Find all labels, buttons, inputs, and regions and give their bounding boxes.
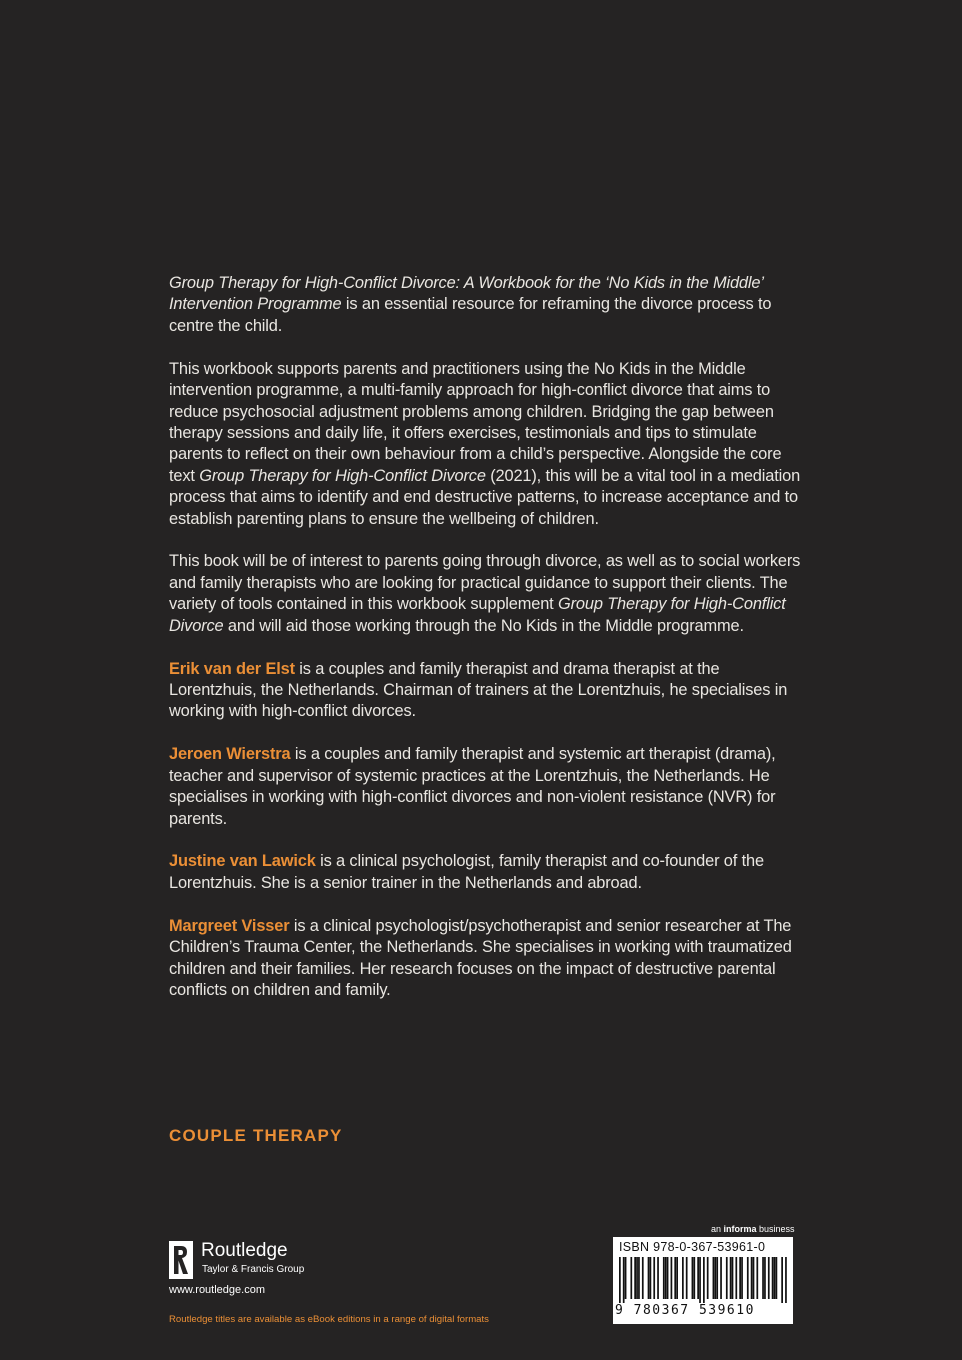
- barcode-bar: [730, 1257, 732, 1299]
- barcode-bar: [663, 1257, 665, 1299]
- barcode-bar: [772, 1257, 774, 1299]
- barcode-bar: [686, 1257, 688, 1299]
- author-bio: Margreet Visser is a clinical psychologist/psychotherapist and senior researcher at The Children’s Trauma Center, the Netherlands. She specialises in working with traumatized children and their families. Her research focuses on the impact of destructive parental conflicts on children and family.: [169, 916, 792, 999]
- barcode-bar: [634, 1257, 636, 1299]
- informa-business-label: an informa business: [711, 1224, 795, 1234]
- barcode-bar: [713, 1257, 715, 1299]
- publisher-group: Taylor & Francis Group: [202, 1264, 305, 1275]
- ebook-note: Routledge titles are available as eBook editions in a range of digital formats: [169, 1314, 489, 1325]
- barcode-bar: [774, 1257, 776, 1299]
- barcode-digits: 9 780367 539610: [615, 1303, 755, 1318]
- barcode-bar: [636, 1257, 638, 1299]
- author-name: Jeroen Wierstra: [169, 745, 291, 764]
- barcode-bar: [781, 1257, 783, 1303]
- barcode-bar: [785, 1257, 787, 1303]
- barcode-bar: [693, 1257, 695, 1299]
- description-paragraph-3: This book will be of interest to parents going through divorce, as well as to social workers and family therapists who are looking for practical guidance to support their clients. The variety of tools contained in this workbook supplement Group Therapy for High-Conflict Divorce and will aid those working through the No Kids in the Middle programme.: [169, 552, 801, 635]
- barcode-bar: [623, 1257, 625, 1303]
- barcode-bar: [667, 1257, 669, 1299]
- barcode-bar: [735, 1257, 737, 1299]
- author-bio: Jeroen Wierstra is a couples and family therapist and systemic art therapist (drama), teacher and supervisor of systemic practices at the Lorentzhuis, the Netherlands. He specialises in working with high-conflict divorces and non-violent resistance (NVR) for parents.: [169, 745, 776, 828]
- routledge-logo-icon: [169, 1241, 193, 1279]
- barcode-bar: [699, 1257, 701, 1303]
- barcode-bar: [739, 1257, 741, 1299]
- subject-category: COUPLE THERAPY: [169, 1126, 343, 1145]
- barcode-bar: [650, 1257, 652, 1299]
- barcode-bar: [747, 1257, 749, 1299]
- barcode-bar: [619, 1257, 621, 1303]
- barcode-bar: [648, 1257, 650, 1299]
- barcode-bar: [768, 1257, 770, 1299]
- barcode-bar: [653, 1257, 655, 1299]
- core-text-title: Group Therapy for High-Conflict Divorce: [199, 466, 486, 485]
- barcode-bar: [682, 1257, 684, 1299]
- barcode-bar: [630, 1257, 632, 1299]
- author-name: Erik van der Elst: [169, 659, 295, 678]
- barcode-bar: [714, 1257, 716, 1299]
- barcode-bar: [726, 1257, 728, 1299]
- barcode-bar: [762, 1257, 764, 1299]
- barcode-bars-icon: [619, 1257, 787, 1303]
- author-name: Margreet Visser: [169, 916, 290, 935]
- author-name: Justine van Lawick: [169, 852, 316, 871]
- barcode-bar: [703, 1257, 705, 1303]
- isbn-label: ISBN 978-0-367-53961-0: [619, 1240, 766, 1254]
- book-title-italic: Group Therapy for High-Conflict Divorce: A Workbook for the ‘No Kids in the Middle’ Intervention Programme: [169, 274, 763, 314]
- barcode-bar: [764, 1257, 766, 1299]
- barcode-bar: [697, 1257, 699, 1299]
- isbn-barcode: [613, 1237, 793, 1324]
- barcode-bar: [756, 1257, 758, 1299]
- barcode-bar: [638, 1257, 640, 1299]
- publisher-logo-block: [169, 1240, 369, 1280]
- barcode-bar: [751, 1257, 753, 1299]
- barcode-bar: [671, 1257, 673, 1299]
- barcode-bar: [665, 1257, 667, 1299]
- barcode-bar: [657, 1257, 659, 1299]
- barcode-bar: [625, 1257, 627, 1299]
- description-paragraph-1: Group Therapy for High-Conflict Divorce: A Workbook for the ‘No Kids in the Middle’ Intervention Programme is an essential resource for reframing the divorce process to centre the child.: [169, 274, 772, 335]
- supplement-title: Group Therapy for High-Conflict Divorce: [169, 595, 786, 635]
- publisher-name: Routledge: [201, 1240, 288, 1261]
- barcode-bar: [716, 1257, 718, 1299]
- barcode-bar: [753, 1257, 755, 1299]
- author-bio: Erik van der Elst is a couples and family therapist and drama therapist at the Lorentzhuis, the Netherlands. Chairman of trainers at the Lorentzhuis, he specialises in working with high-conflict divorces.: [169, 659, 788, 721]
- barcode-bar: [720, 1257, 722, 1299]
- barcode-bar: [642, 1257, 644, 1299]
- barcode-bar: [707, 1257, 709, 1299]
- author-bio: Justine van Lawick is a clinical psychologist, family therapist and co-founder of the Lorentzhuis. She is a senior trainer in the Netherlands and abroad.: [169, 852, 764, 892]
- publisher-url[interactable]: www.routledge.com: [169, 1284, 265, 1296]
- description-paragraph-2: This workbook supports parents and practitioners using the No Kids in the Middle intervention programme, a multi-family approach for high-conflict divorce that aims to reduce psychosocial adjustment problems among children. Bridging the gap between therapy sessions and daily life, it offers exercises, testimonials and tips to stimulate parents to reflect on their own behaviour from a child’s perspective. Alongside the core text Group Therapy for High-Conflict Divorce (2021), this will be a vital tool in a mediation process that aims to identify and end destructive patterns, to increase acceptance and to establish parenting plans to ensure the wellbeing of children.: [169, 359, 801, 528]
- barcode-bar: [776, 1257, 778, 1299]
- barcode-bar: [674, 1257, 676, 1299]
- barcode-bar: [692, 1257, 694, 1299]
- barcode-bar: [741, 1257, 743, 1299]
- barcode-bar: [732, 1257, 734, 1299]
- back-cover-description: [169, 273, 809, 1023]
- barcode-bar: [676, 1257, 678, 1299]
